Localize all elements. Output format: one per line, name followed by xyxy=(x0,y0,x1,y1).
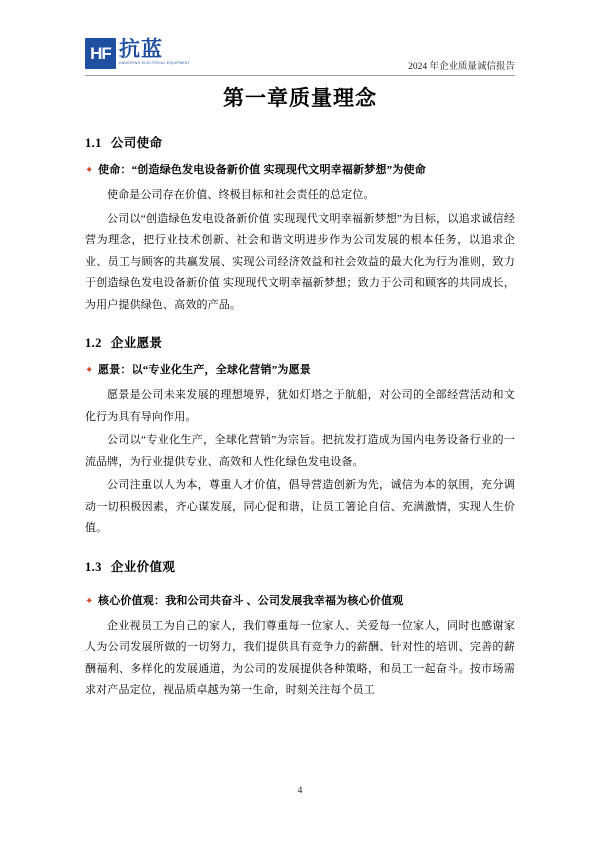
section-heading-1-3 xyxy=(85,558,515,576)
paragraph: 愿景是公司未来发展的理想境界，犹如灯塔之于航船，对公司的全部经营活动和文化行为具有导向作用。 xyxy=(85,389,515,423)
logo-chinese-name: 抗蓝 xyxy=(119,37,163,61)
bullet-item-vision xyxy=(85,362,515,379)
section-number: 1.2 xyxy=(85,336,102,350)
diamond-bullet-icon: ✦ xyxy=(85,365,94,376)
bullet-item-values xyxy=(85,593,515,610)
bullet-text-mission: 使命：“创造绿色发电设备新价值 实现现代文明幸福新梦想”为使命 xyxy=(98,164,426,176)
company-logo xyxy=(85,38,190,69)
logo-badge-icon: HF xyxy=(85,38,116,69)
logo-text xyxy=(119,38,190,66)
diamond-bullet-icon: ✦ xyxy=(85,595,94,607)
paragraph: 公司以“专业化生产，全球化营销”为宗旨。把抗发打造成为国内电务设备行业的一流品牌，为行业提供专业、高效和人性化绿色发电设备。 xyxy=(85,434,515,468)
section-label: 企业愿景 xyxy=(110,336,163,350)
bullet-text-vision: 愿景：以“专业化生产，全球化营销”为愿景 xyxy=(98,364,311,376)
paragraph: 公司注重以人为本，尊重人才价值，倡导营造创新为先，诚信为本的氛围，充分调动一切积极因素，齐心谋发展，同心促和谐，让员工箸论自信、充满激情，实现人生价值。 xyxy=(85,479,515,534)
footer-page-number: 4 xyxy=(297,786,303,796)
paragraph: 使命是公司存在价值、终极目标和社会责任的总定位。 xyxy=(107,189,375,201)
paragraph: 公司以“创造绿色发电设备新价值 实现现代文明幸福新梦想”为目标，以追求诚信经营为理念，把行业技术创新、社会和谐文明进步作为公司发展的根本任务，以追求企业、员工与顾客的共赢发展、实现公司经济效益和社会效益的最大化为行为准则，致力于创造绿色发电设备新价值 实现现代文明幸福新梦想；致力于公司和顾客的共同成长，为用户提供绿色、高效的产品。 xyxy=(85,212,515,311)
bullet-item-mission xyxy=(85,162,515,179)
bullet-text-values: 核心价值观：我和公司共奋斗 、公司发展我幸福为核心价值观 xyxy=(98,594,404,607)
header-divider xyxy=(85,75,515,76)
logo-english-name: HANGFENG ELECTRICAL EQUIPMENT xyxy=(119,61,190,65)
diamond-bullet-icon: ✦ xyxy=(85,165,94,176)
paragraph: 企业视员工为自己的家人，我们尊重每一位家人、关爱每一位家人，同时也感谢家人为公司发展所做的一切努力，我们提供具有竞争力的薪酬、针对性的培训、完善的薪酬福利、多样化的发展通道，为公司的发展提供各种策略，和员工一起奋斗。按市场需求对产品定位，视品质卓越为第一生命，时刻关注每个员工 xyxy=(85,619,515,696)
section-number: 1.3 xyxy=(85,559,102,574)
section-number: 1.1 xyxy=(85,136,102,150)
section-label: 公司使命 xyxy=(110,136,163,150)
page-title: 第一章质量理念 xyxy=(223,86,377,110)
section-heading-1-1 xyxy=(85,134,515,152)
section-label: 企业价值观 xyxy=(110,559,176,574)
page-header xyxy=(85,38,515,80)
header-report-title: 2024 年企业质量诚信报告 xyxy=(408,62,515,72)
section-heading-1-2 xyxy=(85,334,515,352)
document-body xyxy=(85,84,515,704)
spacer xyxy=(85,586,515,593)
